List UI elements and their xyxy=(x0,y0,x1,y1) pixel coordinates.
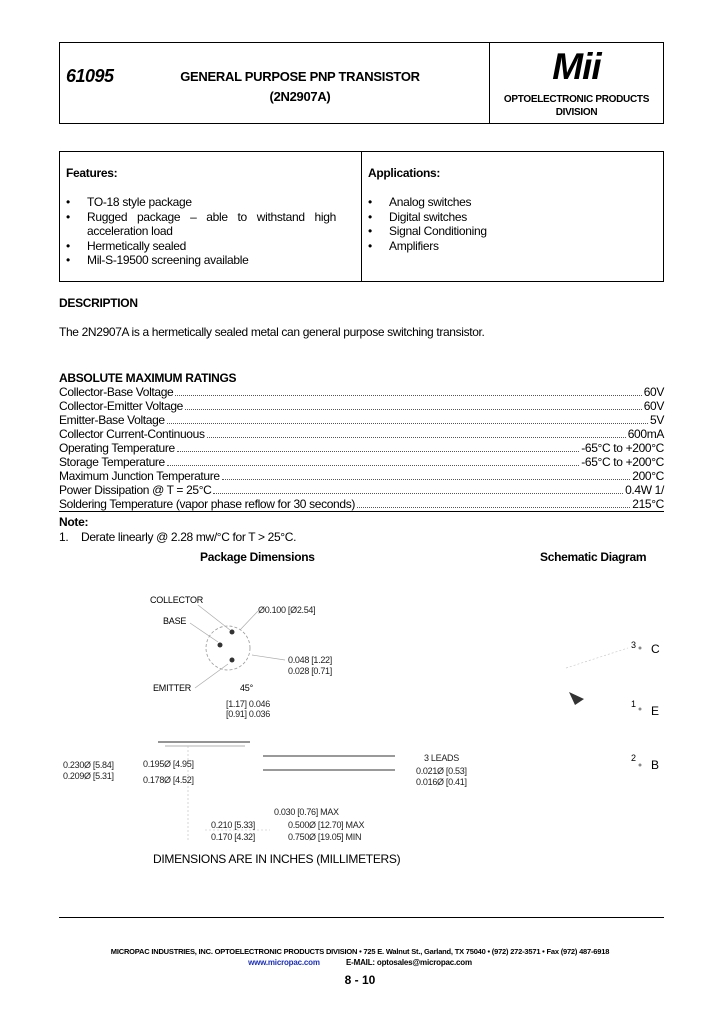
pin-circle-dim: Ø0.100 [Ø2.54] xyxy=(258,605,316,615)
description-heading: DESCRIPTION xyxy=(59,296,138,310)
pin-name-emitter: E xyxy=(651,704,660,718)
schematic-diagram-title: Schematic Diagram xyxy=(540,550,647,564)
features-heading: Features: xyxy=(66,166,118,180)
outer-diameter-dim-a: 0.230Ø [5.84] xyxy=(63,760,114,770)
rating-value: 60V xyxy=(643,385,664,399)
list-item: • Rugged package – able to withstand high acceleration load xyxy=(66,210,336,239)
package-dimensions-title: Package Dimensions xyxy=(200,550,315,564)
pin-name-collector: C xyxy=(651,642,660,656)
rating-label: Maximum Junction Temperature xyxy=(59,469,220,483)
list-item: • Mil-S-19500 screening available xyxy=(66,253,336,268)
document-subtitle: (2N2907A) xyxy=(269,89,331,104)
pin-number: 3 xyxy=(631,640,637,650)
tab-length-dim-a: 0.048 [1.22] xyxy=(288,655,332,665)
emitter-label: EMITTER xyxy=(153,683,192,693)
body-diameter-dim-a: 0.195Ø [4.95] xyxy=(143,759,194,769)
email-label: E-MAIL: xyxy=(346,958,375,967)
dimensions-caption: DIMENSIONS ARE IN INCHES (MILLIMETERS) xyxy=(153,852,401,866)
base-label: BASE xyxy=(163,616,187,626)
list-item: • Digital switches xyxy=(368,210,648,225)
lead-diameter-dim-b: 0.016Ø [0.41] xyxy=(416,777,467,787)
list-item: • Amplifiers xyxy=(368,239,648,254)
leads-count-label: 3 LEADS xyxy=(424,753,459,763)
description-text: The 2N2907A is a hermetically sealed metal can general purpose switching transistor. xyxy=(59,325,485,339)
rating-value: 5V xyxy=(650,413,664,427)
document-title: GENERAL PURPOSE PNP TRANSISTOR xyxy=(180,69,420,84)
pin-name-base: B xyxy=(651,758,660,772)
note-heading: Note: xyxy=(59,515,89,529)
rating-label: Storage Temperature xyxy=(59,455,165,469)
tab-width-dim-a: [1.17] 0.046 xyxy=(226,699,270,709)
tab-length-dim-b: 0.028 [0.71] xyxy=(288,666,332,676)
pin-number: 1 xyxy=(631,699,637,709)
lead-length-dim-a: 0.500Ø [12.70] MAX xyxy=(288,820,365,830)
body-diameter-dim-b: 0.178Ø [4.52] xyxy=(143,775,194,785)
rating-label: Collector-Base Voltage xyxy=(59,385,174,399)
list-item: • Hermetically sealed xyxy=(66,239,336,254)
rating-value: 600mA xyxy=(627,427,664,441)
lead-length-dim-b: 0.750Ø [19.05] MIN xyxy=(288,832,362,842)
list-item: • Analog switches xyxy=(368,195,648,210)
flange-dim: 0.030 [0.76] MAX xyxy=(274,807,339,817)
footer-contact xyxy=(0,958,720,967)
division-line-2: DIVISION xyxy=(555,107,598,118)
lead-diameter-dim-a: 0.021Ø [0.53] xyxy=(416,766,467,776)
tab-width-dim-b: [0.91] 0.036 xyxy=(226,709,270,719)
rating-value: -65°C to +200°C xyxy=(581,441,664,455)
outer-diameter-dim-b: 0.209Ø [5.31] xyxy=(63,771,114,781)
ratings-heading: ABSOLUTE MAXIMUM RATINGS xyxy=(59,371,237,385)
list-item: • Signal Conditioning xyxy=(368,224,648,239)
rating-label: Power Dissipation @ T = 25°C xyxy=(59,483,212,497)
rating-label: Collector-Emitter Voltage xyxy=(59,399,183,413)
rating-label: Soldering Temperature (vapor phase reflow for 30 seconds) xyxy=(59,497,355,511)
rating-value: 200°C xyxy=(632,469,664,483)
mii-logo: Mii xyxy=(552,46,601,87)
rating-value: 0.4W 1/ xyxy=(625,483,664,497)
rating-value: -65°C to +200°C xyxy=(581,455,664,469)
footer-rule xyxy=(59,917,664,918)
applications-heading: Applications: xyxy=(368,166,441,180)
division-line-1: OPTOELECTRONIC PRODUCTS xyxy=(503,94,650,105)
rating-value: 215°C xyxy=(632,497,664,511)
email-link[interactable]: optosales@micropac.com xyxy=(376,958,472,967)
footer-address: MICROPAC INDUSTRIES, INC. OPTOELECTRONIC PRODUCTS DIVISION • 725 E. Walnut St., Garland, TX 75040 • (972) 272-3571 • Fax (972) 487-6918 xyxy=(110,947,610,956)
note-number: 1. xyxy=(59,530,69,544)
note-body: Derate linearly @ 2.28 mw/°C for T > 25°C. xyxy=(81,530,297,544)
page-number: 8 - 10 xyxy=(344,973,376,987)
pin-number: 2 xyxy=(631,753,637,763)
angle-label: 45° xyxy=(240,683,254,693)
rating-label: Collector Current-Continuous xyxy=(59,427,205,441)
website-link[interactable]: www.micropac.com xyxy=(248,958,320,967)
height-dim-a: 0.210 [5.33] xyxy=(211,820,255,830)
part-number: 61095 xyxy=(66,66,114,86)
height-dim-b: 0.170 [4.32] xyxy=(211,832,255,842)
rating-label: Emitter-Base Voltage xyxy=(59,413,165,427)
rating-value: 60V xyxy=(643,399,664,413)
rating-label: Operating Temperature xyxy=(59,441,175,455)
list-item: • TO-18 style package xyxy=(66,195,336,210)
collector-label: COLLECTOR xyxy=(150,595,204,605)
